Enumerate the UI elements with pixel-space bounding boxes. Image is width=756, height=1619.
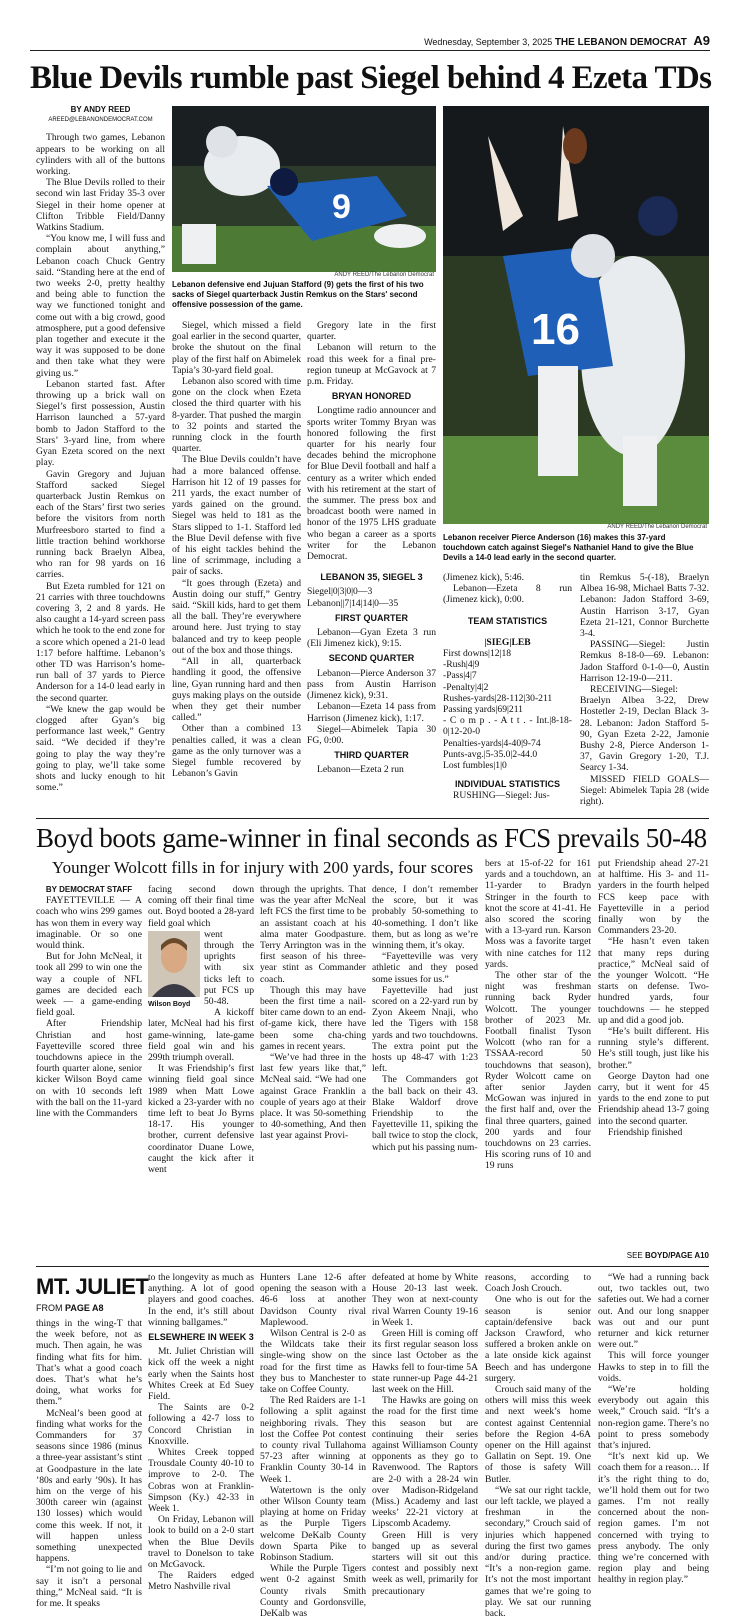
story1-col5	[580, 572, 709, 818]
story2-col2	[148, 884, 254, 1264]
paragraph: Other than a combined 13 penalties called, it was a clean game as the only turnover was a Siegel fumble recovered by Lebanon’s Gavin	[172, 723, 301, 780]
story2-col3	[260, 884, 366, 1264]
jump-target[interactable]: BOYD/PAGE A10	[644, 1251, 709, 1260]
paragraph: facing second down coming off their final time out. Boyd booted a 28-yard field goal which	[148, 884, 254, 929]
paragraph: But for John McNeal, it took all 299 to win one the way a couple of NFL games are decided each week — a game-ending field goal.	[36, 951, 142, 1019]
story2-deck: Younger Wolcott fills in for injury with 200 yards, four scores	[52, 858, 474, 877]
paragraph: “You know me, I will fuss and complain about anything,” Lebanon coach Chuck Gentry said. “Standing here at the end of two weeks 2-0, pretty healthy and being able to function the way we functioned tonight and come out with a big crowd, good atmosphere, put a good defensive plan together and execute it the way it was supposed to be done and then take what they were giving us.”	[36, 233, 165, 379]
stat-row: -Pass|4|7	[443, 670, 477, 682]
paragraph: But Ezeta rumbled for 121 on 21 carries with three touchdowns covering 3, 2 and 8 yards. He also caught a 14-yard screen pass which he took to the end zone for a score which opened a 21-0 lead 1:17 before halftime. Lebanon’s other TD was Harrison’s home-run ball of 37 yards to Pierce Anderson for a 14-0 lead early in the second quarter.	[36, 580, 165, 704]
paragraph: Lebanon—Pierce Anderson 37 pass from Austin Harrison (Jimenez kick), 9:31.	[307, 667, 436, 702]
paragraph: Lebanon—Ezeta 2 run	[317, 764, 404, 776]
paragraph: “All in all, quarterback handling it good, the offensive line, Gyan running hard and then guys making plays on the outside when they get their number called.”	[172, 656, 301, 724]
story2-col4	[372, 884, 478, 1264]
paragraph: Siegel—Abimelek Tapia 30 FG, 0:00.	[307, 723, 436, 746]
paragraph: This will force younger Hawks to step in to fill the voids.	[598, 1350, 709, 1384]
story2-byline: BY DEMOCRAT STAFF	[45, 885, 133, 894]
paragraph: Lebanon will return to the road this week for a final pre-region tuneup at McGavock at 7 p.m. Friday.	[307, 342, 436, 388]
story1-byline: BY ANDY REED	[70, 105, 131, 114]
paragraph: Wilson Central is 2-0 as the Wildcats take their single-wing show on the road for the first time as they bus to Manchester to take on Coffee County.	[260, 1328, 366, 1396]
football-photo-illustration	[443, 106, 709, 524]
mugshot-wilson-boyd	[148, 931, 200, 997]
paragraph: PASSING—Siegel: Justin Remkus 8-18-0—69. Lebanon: Jadon Stafford 0-1-0—0, Austin Harrison 12-19-0—211.	[580, 639, 709, 684]
story3-col4	[372, 1272, 478, 1597]
q1-subhead: FIRST QUARTER	[335, 612, 408, 623]
from-page[interactable]: PAGE A8	[65, 1303, 104, 1313]
svg-text:16: 16	[531, 305, 580, 354]
paragraph: Green Hill is very banged up as several starters will sit out this contest and possibly next week as well, primarily for precautionary	[372, 1529, 478, 1597]
story3-col2	[148, 1272, 254, 1592]
paragraph: Lebanon also scored with time gone on the clock when Ezeta closed the third quarter with his 8-yarder. That pushed the margin to 32 points and started the running clock in the fourth quarter.	[172, 376, 301, 455]
photo-stafford-sack	[172, 106, 436, 272]
paragraph: “We’re holding everybody out again this week,” Crouch said. “It’s a non-region game. There’s no point to press somebody that’s injured.	[598, 1384, 709, 1452]
paragraph: Longtime radio announcer and sports writer Tommy Bryan was honored following the first quarter for his nearly four decades behind the microphone for Blue Devil football and half a century as a writer which ended with his retirement at the start of the summer. The press box and broadcast booth were named in honor of the 1975 LHS graduate who began a career as a sports writer for the Lebanon Democrat.	[307, 405, 436, 563]
paragraph: went through the uprights with six ticks left to put FCS up 50-48.	[204, 928, 254, 1008]
stat-row: Lost fumbles|1|0	[443, 760, 507, 772]
scoring-line: (Jimenez kick), 5:46.	[443, 572, 524, 583]
photo2-credit: ANDY REED/The Lebanon Democrat	[607, 524, 707, 530]
paragraph: A kickoff later, McNeal had his first game-winning, late-game field goal win and his 299th triumph overall.	[148, 1007, 254, 1064]
paragraph: Watertown is the only other Wilson County team playing at home on Friday as the Purple Tigers welcome DeKalb County down Sparta Pike to Robinson Stadium.	[260, 1484, 366, 1564]
paragraph: After Friendship Christian and host Fayetteville scored three touchdowns apiece in the fourth quarter alone, senior kicker Wilson Boyd came on with 10 seconds left with the ball on the 11-yard line with the Commanders	[36, 1018, 142, 1120]
paragraph: tin Remkus 5-(-18), Braelyn Albea 16-98, Michael Batts 7-32. Lebanon: Jadon Stafford 3-69, Austin Harrison 3-17, Gyan Ezeta 21-121, Connor Burchette 3-4.	[580, 572, 709, 640]
bryan-subhead: BRYAN HONORED	[331, 391, 412, 402]
section-divider	[36, 818, 709, 819]
paragraph: Gavin Gregory and Jujuan Stafford sacked Siegel quarterback Justin Remkus on each of the Stars’ first two series before the visitors from north Murfreesboro started to find a little traction behind workhorse running back Braelyn Albea, who ran for 98 yards on 16 carries.	[36, 468, 165, 581]
paragraph: things in the wing-T that the week before, not as much. Then again, he was finding what fits for him. That’s what a good coach does. That’s what he’s doing, what works for them.”	[36, 1318, 142, 1408]
paragraph: The Blue Devils rolled to their second win last Friday 35-3 over Siegel in their home opener at Clifton Tribble Field/Danny Watkins Stadium.	[36, 177, 165, 234]
paragraph: Fayetteville had just scored on a 22-yard run by Zyon Akeem Nnaji, who led the Tigers with 158 yards and two touchdowns. The extra point put the hosts up 48-47 with 1:23 left.	[372, 984, 478, 1075]
paragraph: dence, I don’t remember the score, but it was probably 50-something to 40-something. I don’t like them, but as long as we’re winning them, it’s okay.	[372, 884, 478, 952]
paragraph: through the uprights. That was the year after McNeal left FCS the first time to be an assistant coach at his alma mater Goodpasture. Terry Arrington was in the first season of his three-year stint as Commander coach.	[260, 884, 366, 985]
story3-col6	[598, 1272, 709, 1592]
story3-col3	[260, 1272, 366, 1619]
paragraph: Lebanon—Ezeta 14 pass from Harrison (Jimenez kick), 1:17.	[307, 701, 436, 724]
story2-headline: Boyd boots game-winner in final seconds as FCS prevails 50-48	[36, 823, 707, 853]
stat-row: -Rush|4|9	[443, 659, 480, 671]
stat-row: - C o m p . - A t t . - Int.|8-18-0|12-20-0	[443, 715, 572, 738]
paragraph: RECEIVING—Siegel: Braelyn Albea 3-22, Drew Hostetler 2-19, Declan Black 3-28. Lebanon: Jadon Stafford 5-90, Gyan Ezeta 2-22, Jamonie Bushy 2-8, Pierce Anderson 1-37, Gavin Gregory 1-20, T.J. Searcy 1-34.	[580, 684, 709, 774]
paragraph: “It goes through (Ezeta) and Austin doing our stuff,” Gentry said. “Skill kids, hard to get them all the ball. They’re everywhere around here. Just trying to stay balanced and try to keep people out of the box and those things.	[172, 577, 301, 656]
stat-row: -Penalty|4|2	[443, 681, 489, 693]
story3-col5	[485, 1272, 591, 1619]
paragraph: One who is out for the season is senior captain/defensive back Jackson Crawford, who suffered a broken ankle on a late onside kick against Beech and has undergone surgery.	[485, 1294, 591, 1384]
section-divider	[36, 1266, 709, 1267]
paragraph: The Hawks are going on the road for the first time this season but are continuing their series against Williamson County opponents as they go to Ravenwood. The Raptors are 2-0 with a 28-24 win over Madison-Ridgeland (Miss.) Academy and last weeks’ 22-21 victory at Lipscomb Academy.	[372, 1395, 478, 1530]
paragraph: “We sat our right tackle, our left tackle, we played a freshman in the secondary,” Crouch said of injuries which happened during the first two games and/or during practice. “It’s a non-region game. It’s not the most important games that we’re going to play. We sat our running back.	[485, 1484, 591, 1619]
jump-line[interactable]	[598, 1251, 709, 1260]
paragraph: to the longevity as much as anything. A lot of good players and good coaches. In the end, it’s still about winning ballgames.”	[148, 1272, 254, 1328]
paragraph: On Friday, Lebanon will look to build on a 2-0 start when the Blue Devils travel to Donelson to take on McGavock.	[148, 1514, 254, 1571]
paragraph: The Red Raiders are 1-1 following a split against neighboring rivals. They lost the Coffee Pot contest to county rival Tullahoma 57-23 after winning at Franklin County 30-14 in Week 1.	[260, 1395, 366, 1485]
paragraph: Friendship finished	[608, 1126, 683, 1138]
folio-paper: THE LEBANON DEMOCRAT	[554, 37, 687, 48]
paragraph: The Saints are 0-2 following a 42-7 loss to Concord Christian in Knoxville.	[148, 1402, 254, 1447]
paragraph: Green Hill is coming off its first regular season loss since last October as the Hawks fell to four-time 5A state runner-up Page 44-21 last week on the Hill.	[372, 1328, 478, 1396]
story1-email: AREED@LEBANONDEMOCRAT.COM	[48, 117, 153, 124]
linescore-siegel: Siegel|0|3|0|0—3	[307, 586, 373, 598]
ind-stats-subhead: INDIVIDUAL STATISTICS	[454, 779, 560, 790]
paragraph: Whites Creek topped Trousdale County 40-10 to improve to 2-0. The Cobras won at Franklin-Simpson (Ky.) 42-33 in Week 1.	[148, 1447, 254, 1515]
stat-row: Passing yards|69|211	[443, 704, 523, 716]
paragraph: The other star of the night was freshman running back Ryder Wolcott. The younger brother of 2023 Mr. Football finalist Tyson Wolcott (who ran for a TSSAA-record 50 touchdowns that season), Ryder Wolcott came on after senior Jayden McGowan was injured in the first half and, over the final three quarters, gained 200 yards and four touchdowns on 23 carries. His scoring runs of 10 and 19 runs	[485, 970, 591, 1172]
jump-see: SEE	[626, 1251, 645, 1260]
stat-row: Penalties-yards|4-40|9-74	[443, 737, 541, 749]
from-text: FROM	[36, 1303, 65, 1313]
paragraph: put Friendship ahead 27-21 at halftime. His 3- and 11-yarders in the fourth helped FCS keep pace with Fayetteville in a period finally won by the Commanders 23-20.	[598, 858, 709, 937]
paragraph: The Commanders got the ball back on their 43. Blake Waldorf drove Friendship to the Fayetteville 11, spiking the ball twice to stop the clock, which put his passing num-	[372, 1074, 478, 1153]
photo1-credit: ANDY REED/The Lebanon Democrat	[334, 272, 434, 278]
paragraph: It was Friendship’s first winning field goal since 1989 when Matt Lowe kicked a 23-yarder with no time left to beat Jo Byrns 18-17. His younger brother, current defensive coordinator Duane Lowe, caught the kick after it went	[148, 1063, 254, 1176]
story1-col4	[443, 572, 572, 818]
elsewhere-subhead: ELSEWHERE IN WEEK 3	[148, 1332, 254, 1343]
story3-label: MT. JULIET	[36, 1274, 149, 1299]
photo1-caption: Lebanon defensive end Jujuan Stafford (9) gets the first of his two sacks of Siegel quarterback Justin Remkus on the Stars' second offensive possession of the game.	[172, 280, 424, 309]
paragraph: Through two games, Lebanon appears to be working on all cylinders with all of the buttons working.	[36, 132, 165, 178]
stat-row: Punts-avg.|5-35.0|2-44.0	[443, 748, 538, 760]
linescore-lebanon: Lebanon||7|14|14|0—35	[307, 597, 399, 609]
paragraph: Lebanon—Gyan Ezeta 3 run (Eli Jimenez kick), 9:15.	[307, 627, 436, 650]
story2-col1	[36, 884, 142, 1264]
paragraph: “We knew the gap would be clogged after Gyan’s big performance last week,” Gentry said. “We decided if they’re going to play the way they’re going to play, we’ll take some shots and lucky enough to hit some.”	[36, 703, 165, 794]
paragraph: reasons, according to Coach Josh Crouch.	[485, 1272, 591, 1295]
photo2-caption: Lebanon receiver Pierce Anderson (16) makes this 37-yard touchdown catch against Siegel's Nathaniel Hand to give the Blue Devils a 14-0 lead early in the second quarter.	[443, 533, 694, 562]
team-stats-columns: |SIEG|LEB	[484, 636, 531, 648]
story1-col1	[36, 104, 165, 818]
folio-date: Wednesday, September 3, 2025	[424, 37, 553, 47]
story1-col2	[172, 320, 301, 818]
paragraph: Lebanon started fast. After throwing up a brick wall on Siegel’s first possession, Austin Harrison launched a 57-yard bomb to Jadon Stafford to the Stars’ 3-yard line, from where Gyan Ezeta scored on the next play.	[36, 378, 165, 469]
story2-col5	[485, 858, 591, 1264]
paragraph: Siegel, which missed a field goal earlier in the second quarter, broke the shutout on the final play of the first half on Abimelek Tapia’s 30-yard field goal.	[172, 320, 301, 376]
paragraph: McNeal’s been good at finding what works for the Commanders for 37 seasons since 1986 (minus a three-year assistant’s stint at Goodpasture in the late ’80s and early ’90s). It has him on the verge of his 300th career win (against 130 losses) which would come this week. If not, it will happen unless something unexpected happens.	[36, 1407, 142, 1565]
story3-from[interactable]	[36, 1303, 104, 1313]
team-stats-subhead: TEAM STATISTICS	[467, 615, 548, 626]
paragraph: “He hasn’t even taken that many reps during practice,” McNeal said of the younger Wolcott. “He starts on defense. Two-hundred yards, four touchdowns — he stepped up and did a good job.	[598, 936, 709, 1026]
paragraph: Crouch said many of the others will miss this week and next week’s home contest against Centennial before the Region 4-6A opener on the Hill against Gallatin on Sept. 19. One of those is safety Will Butler.	[485, 1384, 591, 1485]
stat-row: First downs|12|18	[443, 648, 512, 660]
paragraph: defeated at home by White House 20-13 last week. They won at next-county rival Warren County 19-16 in Week 1.	[372, 1272, 478, 1328]
story3-col1	[36, 1318, 142, 1610]
photo-anderson-catch	[443, 106, 709, 524]
paragraph: RUSHING—Siegel: Jus-	[453, 790, 550, 802]
paragraph: “It’s next kid up. We coach them for a reason… If it’s the right thing to do, we’ll hold them out for two games. I’m not really concerned about the non-region games. I’m not concerned with trying to press anybody. The only thing we’re concerned with region play and being healthy in region play.”	[598, 1451, 709, 1586]
paragraph: “We’ve had three in the last few years like that,” McNeal said. “We had one against Grace Franklin a couple of years ago at their place. It was 50-something to 40-something, And then last year against Provi-	[260, 1052, 366, 1142]
paragraph: Though this may have been the first time a nail-biter came down to an end-of-game kick, there have been some cha-ching games in recent years.	[260, 984, 366, 1052]
folio	[30, 32, 710, 51]
folio-page: A9	[693, 33, 710, 48]
paragraph: Hunters Lane 12-6 after opening the season with a 46-6 loss at another Davidson County rival Maplewood.	[260, 1272, 366, 1328]
paragraph: Lebanon—Ezeta 8 run (Jimenez kick), 0:00.	[443, 583, 572, 606]
paragraph: Mt. Juliet Christian will kick off the week a night early when the Saints host Whites Creek at Ed Suey Field.	[148, 1346, 254, 1403]
q3-subhead: THIRD QUARTER	[334, 750, 409, 761]
mug-wrap	[148, 931, 200, 1007]
paragraph: The Blue Devils couldn’t have had a more balanced offense. Harrison hit 12 of 19 passes for 211 yards, the exact number of yards gained on the ground. Siegel was held to 181 as the Stars slipped to 1-1. Stafford led the Blue Devil defense with five of his eight tackles behind the line of scrimmage, including a pair of sacks.	[172, 454, 301, 578]
paragraph: George Dayton had one carry, but it went for 45 yards to the end zone to put Friendship ahead 13-7 going into the second quarter.	[598, 1070, 709, 1127]
paragraph: bers at 15-of-22 for 161 yards and a touchdown, an 11-yarder to Bradyn Stringer in the fourth to knot the score at 41-41. He also scored the scoring with a 13-yard run. Karson Moss was a favorite target with nine catches for 112 yards.	[485, 858, 591, 970]
story2-col6	[598, 858, 709, 1250]
score-subhead: LEBANON 35, SIEGEL 3	[320, 572, 423, 583]
paragraph: “Fayetteville was very athletic and they posed some issues for us.”	[372, 951, 478, 985]
paragraph: “He’s built different. His running style’s different. He’s still tough, just like his brother.”	[598, 1026, 709, 1071]
paragraph: “We had a running back out, two tackles out, two safeties out. We had a corner out. And our long snapper was out and our punt returner and kick returner were out.”	[598, 1272, 709, 1351]
paragraph: The Raiders edged Metro Nashville rival	[148, 1570, 254, 1593]
svg-text:9: 9	[332, 188, 351, 226]
paragraph: “I’m not going to lie and say it isn’t a personal thing,” McNeal said. “It is for me. It speaks	[36, 1564, 142, 1610]
football-photo-illustration	[172, 106, 436, 272]
paragraph: While the Purple Tigers went 0-2 against Smith County rivals Smith County and Gordonsville, DeKalb was	[260, 1563, 366, 1619]
q2-subhead: SECOND QUARTER	[328, 653, 415, 664]
story1-headline: Blue Devils rumble past Siegel behind 4 Ezeta TDs	[30, 60, 712, 96]
paragraph: MISSED FIELD GOALS—Siegel: Abimelek Tapia 28 (wide right).	[580, 773, 709, 808]
paragraph: FAYETTEVILLE — A coach who wins 299 games has won them in every way imaginable. Or so one would think.	[36, 895, 142, 952]
paragraph: Gregory late in the first quarter.	[307, 320, 436, 343]
story1-col3	[307, 320, 436, 818]
stat-row: Rushes-yards|28-112|30-211	[443, 692, 553, 704]
mug-caption: Wilson Boyd	[148, 1001, 191, 1009]
